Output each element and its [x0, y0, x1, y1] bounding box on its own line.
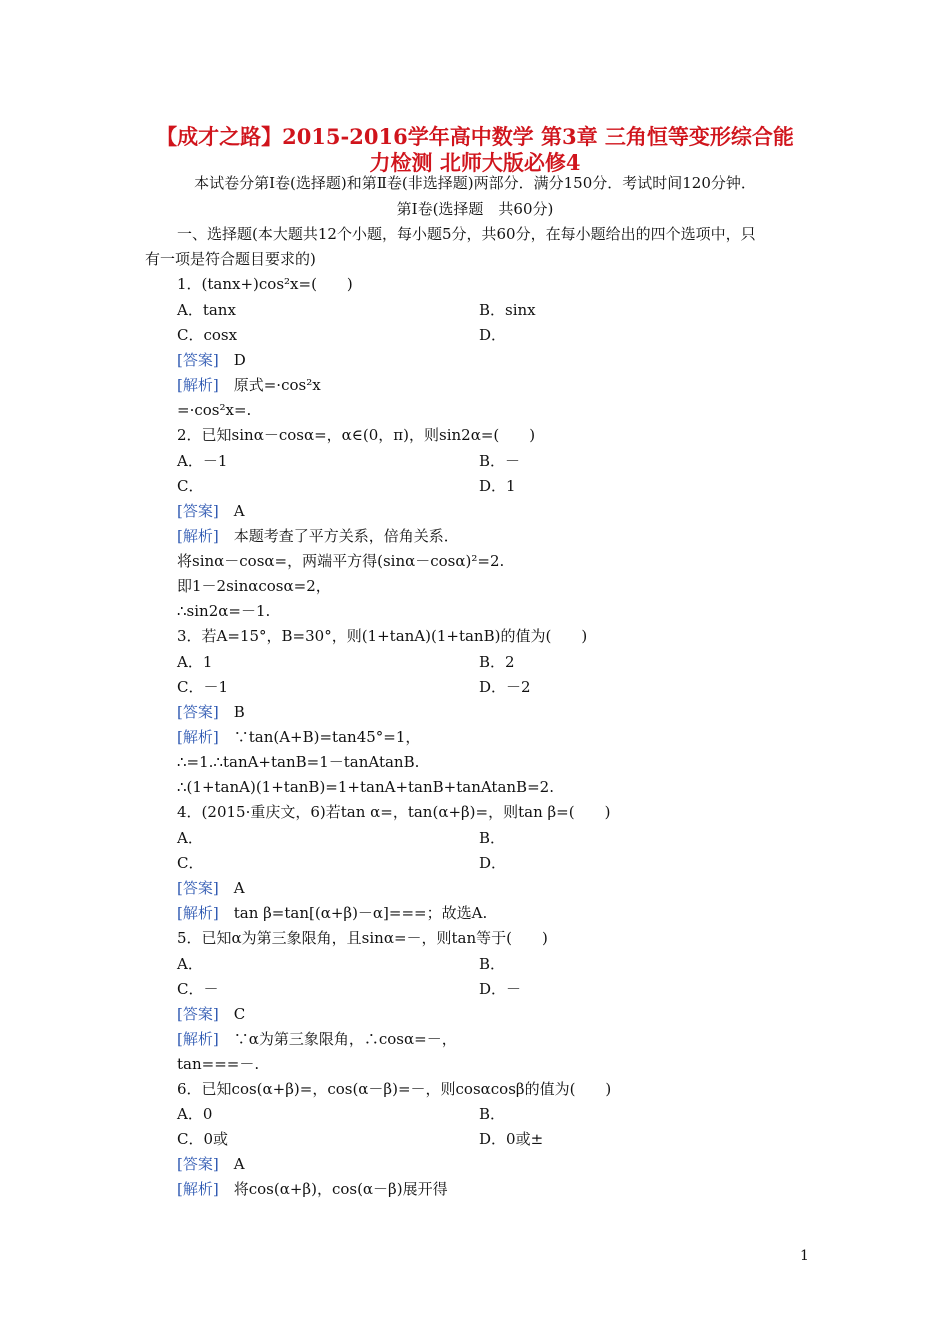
- q3-option-a: A．1: [177, 653, 213, 671]
- section-heading: 第Ⅰ卷(选择题 共60分): [396, 200, 554, 218]
- q1-answer: [177, 350, 246, 370]
- q5-option-a: A．: [177, 955, 203, 973]
- q5-option-d: D．－: [479, 980, 522, 998]
- q1-stem: 1．(tanx+)cos²x=( ): [177, 275, 353, 293]
- q2-step-2: 即1－2sinαcosα=2，: [177, 577, 331, 595]
- q2-analysis: [177, 526, 459, 546]
- answer-tag: [答案]: [177, 1005, 219, 1023]
- q3-analysis-text: ∵tan(A+B)=tan45°=1，: [233, 728, 421, 746]
- q2-step-1: 将sinα－cosα=，两端平方得(sinα－cosα)²=2.: [177, 552, 505, 570]
- q1-analysis: [177, 375, 321, 395]
- q4-option-c: C．: [177, 854, 204, 872]
- q3-step-2: ∴(1+tanA)(1+tanB)=1+tanA+tanB+tanAtanB=2.: [177, 778, 554, 796]
- document-title-line-1: 【成才之路】2015-2016学年高中数学 第3章 三角恒等变形综合能: [156, 124, 794, 149]
- q2-option-b: B．－: [479, 452, 521, 470]
- q3-stem: 3．若A=15°，B=30°，则(1+tanA)(1+tanB)的值为( ): [177, 627, 588, 645]
- q6-answer: [177, 1154, 245, 1174]
- q1-analysis-text: 原式=·cos²x: [233, 376, 321, 394]
- q5-option-c: C．－: [177, 980, 219, 998]
- q4-option-a: A．: [177, 829, 203, 847]
- analysis-tag: [解析]: [177, 376, 219, 394]
- q6-option-a: A．0: [177, 1105, 213, 1123]
- q1-option-c: C．cosx: [177, 326, 238, 344]
- q5-analysis-text: ∵α为第三象限角，∴cosα=－，: [233, 1030, 457, 1048]
- intro-text: 本试卷分第Ⅰ卷(选择题)和第Ⅱ卷(非选择题)两部分．满分150分．考试时间120分钟．: [194, 174, 756, 192]
- q2-option-a: A．－1: [177, 452, 228, 470]
- q5-answer: [177, 1004, 245, 1024]
- answer-tag: [答案]: [177, 1155, 219, 1173]
- q2-option-d: D．1: [479, 477, 516, 495]
- q1-option-b: B．sinx: [479, 301, 536, 319]
- document-title-line-2: 力检测 北师大版必修4: [369, 150, 581, 175]
- q4-option-b: B．: [479, 829, 506, 847]
- q6-option-b: B．: [479, 1105, 506, 1123]
- q4-answer: [177, 878, 245, 898]
- q3-step-1: ∴=1.∴tanA+tanB=1－tanAtanB.: [177, 753, 420, 771]
- q2-step-3: ∴sin2α=－1.: [177, 602, 271, 620]
- q5-step-1: tan===－.: [177, 1055, 260, 1073]
- q2-answer-value: A: [233, 502, 245, 520]
- q4-answer-value: A: [233, 879, 245, 897]
- q5-option-b: B．: [479, 955, 506, 973]
- q3-option-b: B．2: [479, 653, 515, 671]
- q6-option-c: C．0或: [177, 1130, 229, 1148]
- q6-answer-value: A: [233, 1155, 245, 1173]
- q2-answer: [177, 501, 245, 521]
- analysis-tag: [解析]: [177, 527, 219, 545]
- answer-tag: [答案]: [177, 703, 219, 721]
- q1-option-a: A．tanx: [177, 301, 236, 319]
- q4-stem: 4．(2015·重庆文，6)若tan α=，tan(α+β)=，则tan β=( ): [177, 803, 611, 821]
- q4-option-d: D．: [479, 854, 507, 872]
- q5-analysis: [177, 1029, 457, 1049]
- q3-analysis: [177, 727, 420, 747]
- q3-option-d: D．－2: [479, 678, 531, 696]
- q3-option-c: C．－1: [177, 678, 229, 696]
- q5-answer-value: C: [233, 1005, 246, 1023]
- answer-tag: [答案]: [177, 879, 219, 897]
- q3-answer: [177, 702, 245, 722]
- answer-tag: [答案]: [177, 502, 219, 520]
- q6-analysis-text: 将cos(α+β)，cos(α－β)展开得: [233, 1180, 448, 1198]
- answer-tag: [答案]: [177, 351, 219, 369]
- q3-answer-value: B: [233, 703, 245, 721]
- q1-option-d: D．: [479, 326, 507, 344]
- q1-answer-value: D: [233, 351, 246, 369]
- q6-option-d: D．0或±: [479, 1130, 544, 1148]
- q5-stem: 5．已知α为第三象限角，且sinα=－，则tan等于( ): [177, 929, 548, 947]
- q6-stem: 6．已知cos(α+β)=，cos(α－β)=－，则cosαcosβ的值为( ): [177, 1080, 612, 1098]
- instructions-line-2: 有一项是符合题目要求的): [145, 250, 316, 268]
- page-number: 1: [800, 1248, 809, 1264]
- q6-analysis: [177, 1179, 448, 1199]
- analysis-tag: [解析]: [177, 728, 219, 746]
- q1-step-1: =·cos²x=.: [177, 401, 252, 419]
- q2-option-c: C．: [177, 477, 204, 495]
- q4-analysis: [177, 903, 487, 923]
- instructions-line-1: 一、选择题(本大题共12个小题，每小题5分，共60分，在每小题给出的四个选项中，只: [177, 225, 756, 243]
- analysis-tag: [解析]: [177, 1180, 219, 1198]
- q2-analysis-text: 本题考查了平方关系，倍角关系．: [233, 527, 459, 545]
- q2-stem: 2．已知sinα－cosα=，α∈(0，π)，则sin2α=( ): [177, 426, 536, 444]
- analysis-tag: [解析]: [177, 1030, 219, 1048]
- analysis-tag: [解析]: [177, 904, 219, 922]
- q4-analysis-text: tan β=tan[(α+β)－α]===；故选A.: [233, 904, 488, 922]
